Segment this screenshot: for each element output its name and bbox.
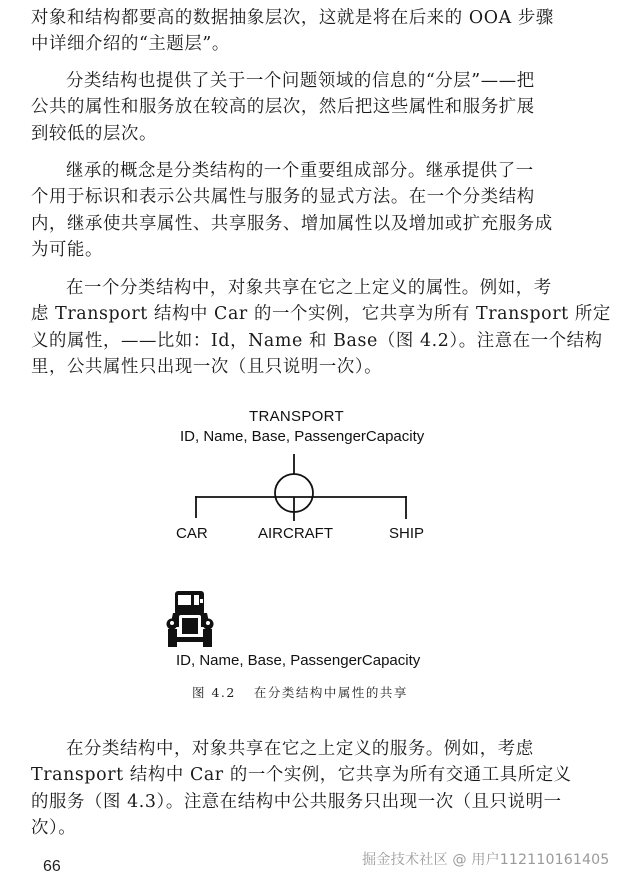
instance-attributes: ID, Name, Base, PassengerCapacity xyxy=(176,652,421,669)
car-icon xyxy=(166,591,214,649)
text-line: 到较低的层次。 xyxy=(31,123,157,144)
text-line: 在一个分类结构中，对象共享在它之上定义的属性。例如，考 xyxy=(66,278,552,298)
text-line: 为可能。 xyxy=(31,239,103,260)
text-line: 次）。 xyxy=(31,817,77,838)
text-line: 分类结构也提供了关于一个问题领域的信息的“分层”——把 xyxy=(66,71,535,91)
paragraph-3 xyxy=(31,158,587,263)
text-line: 内，继承使共享属性、共享服务、增加属性以及增加或扩充服务成 xyxy=(31,213,553,234)
text-line: 义的属性，——比如：Id，Name 和 Base（图 4.2）。注意在一个结构 xyxy=(31,330,603,351)
text-line: 中详细介绍的“主题层”。 xyxy=(31,34,230,55)
text-line: 对象和结构都要高的数据抽象层次，这就是将在后来的 OOA 步骤 xyxy=(31,8,554,28)
text-line: 公共的属性和服务放在较高的层次，然后把这些属性和服务扩展 xyxy=(31,97,535,118)
paragraph-5 xyxy=(31,736,587,841)
figure-caption xyxy=(192,683,408,701)
child-class-ship: SHIP xyxy=(389,525,425,542)
text-line: 里，公共属性只出现一次（且只说明一次）。 xyxy=(31,356,383,377)
paragraph-1 xyxy=(31,5,587,58)
child-class-car: CAR xyxy=(176,525,208,542)
figure-number: 图 4.2 xyxy=(192,685,236,700)
text-line: 继承的概念是分类结构的一个重要组成部分。继承提供了一 xyxy=(66,161,534,181)
text-line: 的服务（图 4.3）。注意在结构中公共服务只出现一次（且只说明一 xyxy=(31,791,562,812)
page-number: 66 xyxy=(43,858,61,875)
watermark: 掘金技术社区 @ 用户112110161405 xyxy=(362,852,610,868)
parent-class-name: TRANSPORT xyxy=(249,408,344,425)
text-line: 个用于标识和表示公共属性与服务的显式方法。在一个分类结构 xyxy=(31,187,535,208)
parent-class-attributes: ID, Name, Base, PassengerCapacity xyxy=(180,428,425,445)
figure-caption-text: 在分类结构中属性的共享 xyxy=(253,685,408,700)
text-line: 在分类结构中，对象共享在它之上定义的服务。例如，考虑 xyxy=(66,739,534,759)
paragraph-4 xyxy=(31,275,611,380)
child-class-aircraft: AIRCRAFT xyxy=(258,525,333,542)
paragraph-2 xyxy=(31,68,587,147)
text-line: Transport 结构中 Car 的一个实例，它共享为所有交通工具所定义 xyxy=(31,765,572,786)
text-line: 虑 Transport 结构中 Car 的一个实例，它共享为所有 Transport 所定 xyxy=(31,304,611,325)
